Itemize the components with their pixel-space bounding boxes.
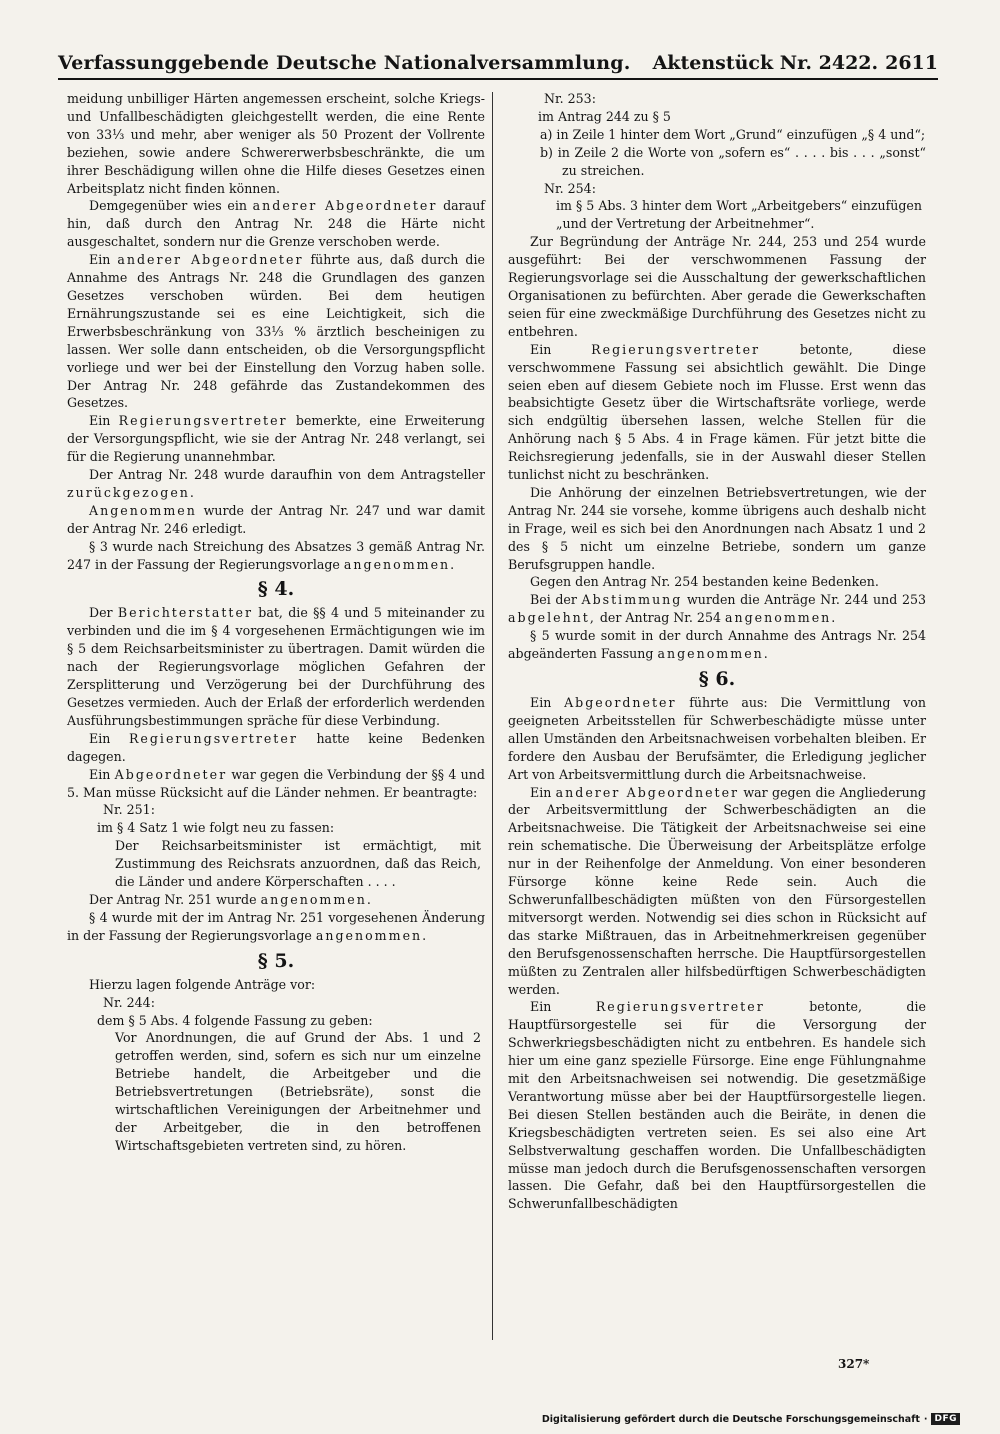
paragraph: Ein anderer Abgeordneter war gegen die Angliederung der Arbeitsvermittlung der Schwerbeschädigten an die Arbeitsnachweise. Die Tätigkeit der Arbeitsnachweise sei eine rein schematische. Die Überweisung der Arbeitsplätze erfolge nur in der Reihenfolge der Anmeldung. Von einer besonderen Fürsorge könne keine Rede sein. Auch die Schwerunfallbeschädigten müßten von den Fürsorgestellen mitversorgt werden. Notwendig sei dies schon in Rücksicht auf das starke Mißtrauen, das in Arbeitnehmerkreisen gegenüber den Berufsgenossenschaften herrsche. Die Hauptfürsorgestellen müßten zu Zentralen aller hilfsbedürftigen Schwerbeschädigten werden.	[508, 784, 926, 997]
header-document-reference: Aktenstück Nr. 2422.	[652, 52, 879, 74]
motion-text: Vor Anordnungen, die auf Grund der Abs. 1 und 2 getroffen werden, sind, sofern es sich nur um einzelne Betriebe handelt, die Arbeitgeber und die Betriebsvertretungen (Betriebsräte), sonst die wirtschaftlichen Vereinigungen der Arbeitnehmer und der Arbeitgeber, die in den betroffenen Wirtschaftsgebieten vertreten sind, zu hören.	[115, 1030, 481, 1153]
paragraph: Ein Abgeordneter war gegen die Verbindung der §§ 4 und 5. Man müsse Rücksicht auf die Länder nehmen. Er beantragte:	[67, 766, 485, 800]
decision-label: zurückgezogen.	[67, 484, 196, 500]
paragraph: Demgegenüber wies ein anderer Abgeordneter darauf hin, daß durch den Antrag Nr. 248 die Härte nicht ausgeschaltet, sondern nur die Grenze verschoben werde.	[67, 198, 485, 250]
paragraph: Die Anhörung der einzelnen Betriebsvertretungen, wie der Antrag Nr. 244 sie vorsehe, komme übrigens auch deshalb nicht in Frage, weil es sich bei den Anordnungen nach Absatz 1 und 2 des § 5 nicht um einzelne Betriebe, sondern um ganze Berufsgruppen handle.	[508, 484, 926, 572]
paragraph: Gegen den Antrag Nr. 254 bestanden keine Bedenken.	[530, 574, 879, 590]
paragraph: Bei der Abstimmung wurden die Anträge Nr. 244 und 253 abgelehnt, der Antrag Nr. 254 angenommen.	[508, 592, 926, 626]
paragraph: Hierzu lagen folgende Anträge vor:	[89, 976, 316, 992]
speaker-label: Abgeordneter	[114, 766, 228, 782]
paragraph: § 5 wurde somit in der durch Annahme des Antrags Nr. 254 abgeänderten Fassung angenommen.	[508, 628, 926, 662]
speaker-label: anderer Abgeordneter	[252, 198, 438, 214]
paragraph: Ein Regierungsvertreter betonte, diese verschwommene Fassung sei absichtlich gewählt. Die Dinge seien eben auf diesem Gebiete noch im Flusse. Erst wenn das beabsichtigte Gesetz über die Wirtschaftsräte vorliege, werde sich endgültig übersehen lassen, welche Stellen für die Anhörung nach § 5 Abs. 4 in Frage kämen. Für jetzt bitte die Reichsregierung jedenfalls, sie in der Auswahl dieser Stellen tunlichst nicht zu beschränken.	[508, 341, 926, 483]
section-heading: § 4.	[257, 578, 295, 601]
folio-mark: 327*	[838, 1357, 870, 1371]
paragraph: § 3 wurde nach Streichung des Absatzes 3 gemäß Antrag Nr. 247 in der Fassung der Regierungsvorlage angenommen.	[67, 538, 485, 572]
speaker-label: Regierungsvertreter	[128, 730, 298, 746]
speaker-label: Regierungsvertreter	[118, 413, 288, 429]
credit-text: Digitalisierung gefördert durch die Deutsche Forschungsgemeinschaft	[541, 1413, 920, 1425]
paragraph: Ein anderer Abgeordneter führte aus, daß durch die Annahme des Antrags Nr. 248 die Grundlagen des ganzen Gesetzes verschoben würden. Bei dem heutigen Ernährungszustande sei es eine Leichtigkeit, sich die Erwerbsbeschränkung von 33⅓ % ärztlich bescheinigen zu lassen. Wer solle dann entscheiden, ob die Versorgungspflicht vorliege und wer bei der Einstellung den Vorzug haben solle. Der Antrag Nr. 248 gefährde das Zustandekommen des Gesetzes.	[67, 252, 485, 411]
decision-label: angenommen.	[657, 646, 770, 662]
motion-instruction: dem § 5 Abs. 4 folgende Fassung zu geben:	[97, 1012, 373, 1028]
paragraph: Ein Regierungsvertreter betonte, die Hauptfürsorgestelle sei für die Versorgung der Schwerkriegsbeschädigten nicht zu entbehren. Es handele sich hier um eine ganz spezielle Fürsorge. Eine enge Fühlungnahme mit den Arbeitsnachweisen sei notwendig. Die gesetzmäßige Verantwortung müsse aber bei der Hauptfürsorgestelle liegen. Bei diesen Stellen beständen auch die Beiräte, in denen die Kriegsbeschädigten vertreten seien. Es sei also eine Art Selbstverwaltung geschaffen worden. Die Unfallbeschädigten müsse man jedoch durch die Berufsgenossenschaften versorgen lassen. Die Gefahr, daß bei den Hauptfürsorgestellen die Schwerunfallbeschädigten	[508, 999, 926, 1212]
motion-number: Nr. 253:	[544, 91, 596, 106]
motion-instruction: im Antrag 244 zu § 5	[538, 108, 671, 124]
header-title: Verfassunggebende Deutsche Nationalversammlung.	[58, 52, 631, 74]
right-column	[508, 90, 926, 1213]
speaker-label: Regierungsvertreter	[591, 341, 761, 357]
motion-number: Nr. 244:	[103, 994, 155, 1010]
decision-label: angenommen.	[343, 556, 457, 572]
paragraph: meidung unbilliger Härten angemessen erscheint, solche Kriegs- und Unfallbeschädigten gleichgestellt werden, die eine Rente von 33⅓ und mehr, aber weniger als 50 Prozent der Vollrente beziehen, sowie andere Schwererwerbsbeschränkte, die um ihrer Beschädigung willen ohne die Hilfe dieses Gesetzes einen Arbeitsplatz nicht finden können.	[67, 91, 485, 196]
section-heading: § 5.	[257, 949, 295, 972]
decision-label: angenommen.	[725, 610, 838, 626]
paragraph: Der Antrag Nr. 251 wurde angenommen.	[89, 891, 373, 907]
speaker-label: anderer Abgeordneter	[555, 784, 740, 800]
speaker-label: Abgeordneter	[564, 695, 677, 710]
page-header	[58, 40, 938, 80]
motion-number: Nr. 251:	[103, 802, 155, 818]
motion-text: im § 5 Abs. 3 hinter dem Wort „Arbeitgebers“ einzufügen „und der Vertretung der Arbeitnehmer“.	[556, 198, 922, 232]
paragraph: Angenommen wurde der Antrag Nr. 247 und war damit der Antrag Nr. 246 erledigt.	[67, 502, 485, 536]
left-column	[67, 90, 485, 1155]
motion-item: b) in Zeile 2 die Worte von „sofern es“ . . . . bis . . . „sonst“ zu streichen.	[540, 144, 926, 178]
decision-label: Abstimmung	[581, 592, 683, 608]
paragraph: Der Berichterstatter bat, die §§ 4 und 5 miteinander zu verbinden und die im § 4 vorgesehenen Ermächtigungen wie im § 5 dem Reichsarbeitsminister zu übertragen. Damit würden die nach der Regierungsvorlage möglichen Gefahren der Zersplitterung und Verzögerung bei der Durchführung des Gesetzes vermieden. Auch der Erlaß der erforderlich werdenden Ausführungsbestimmungen spräche für diese Verbindung.	[67, 605, 485, 728]
credit-separator: ·	[923, 1413, 928, 1425]
dfg-logo: DFG	[931, 1413, 960, 1425]
speaker-label: Regierungsvertreter	[595, 999, 765, 1015]
column-divider	[492, 92, 493, 1340]
decision-label: angenommen.	[260, 891, 373, 907]
paragraph: Ein Abgeordneter führte aus: Die Vermittlung von geeigneten Arbeitsstellen für Schwerbeschädigte müsse unter allen Umständen den Arbeitsnachweisen vorbehalten bleiben. Er fordere den Ausbau der Berufsämter, die Erledigung jeglicher Art von Arbeitsvermittlung durch die Arbeitsnachweise.	[508, 695, 926, 782]
decision-label: abgelehnt,	[508, 610, 596, 626]
speaker-label: Berichterstatter	[117, 605, 253, 621]
paragraph: Ein Regierungsvertreter bemerkte, eine Erweiterung der Versorgungspflicht, wie sie der Antrag Nr. 248 verlangt, sei für die Regierung unannehmbar.	[67, 413, 485, 465]
decision-label: angenommen.	[315, 927, 429, 943]
paragraph: Zur Begründung der Anträge Nr. 244, 253 und 254 wurde ausgeführt: Bei der verschwommenen Fassung der Regierungsvorlage sei die Ausschaltung der gewerkschaftlichen Organisationen zu befürchten. Aber gerade die Gewerkschaften seien für eine zweckmäßige Durchführung des Gesetzes nicht zu entbehren.	[508, 234, 926, 339]
section-heading: § 6.	[698, 668, 736, 690]
digitization-credit	[542, 1413, 960, 1425]
motion-text: Der Reichsarbeitsminister ist ermächtigt, mit Zustimmung des Reichsrats anzuordnen, daß das Reich, die Länder und andere Körperschaften . . . .	[115, 838, 481, 890]
motion-number: Nr. 254:	[544, 180, 596, 196]
paragraph: Ein Regierungsvertreter hatte keine Bedenken dagegen.	[67, 730, 485, 764]
motion-instruction: im § 4 Satz 1 wie folgt neu zu fassen:	[97, 820, 335, 836]
header-page-number: 2611	[885, 52, 938, 74]
paragraph: § 4 wurde mit der im Antrag Nr. 251 vorgesehenen Änderung in der Fassung der Regierungsvorlage angenommen.	[67, 909, 485, 943]
paragraph: Der Antrag Nr. 248 wurde daraufhin von dem Antragsteller zurückgezogen.	[67, 467, 485, 500]
decision-label: Angenommen	[89, 502, 197, 518]
speaker-label: anderer Abgeordneter	[117, 252, 304, 268]
motion-item: a) in Zeile 1 hinter dem Wort „Grund“ einzufügen „§ 4 und“;	[540, 126, 926, 142]
